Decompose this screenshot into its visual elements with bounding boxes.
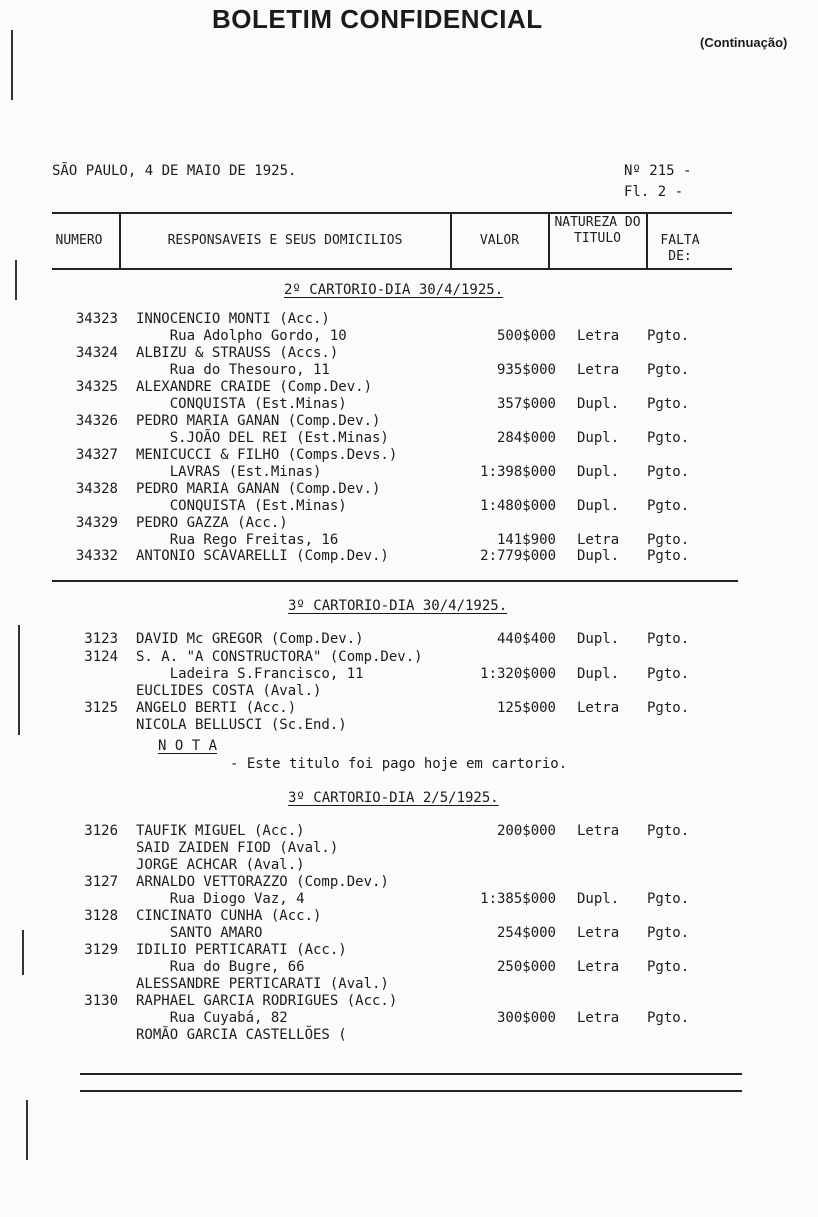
- entry-responsible-line: PEDRO GAZZA (Acc.): [136, 515, 288, 531]
- entry-responsible-line: ANGELO BERTI (Acc.): [136, 700, 297, 716]
- entry-number: 3130: [84, 993, 118, 1009]
- entry-value: 254$000: [496, 925, 556, 941]
- entry-value: 200$000: [496, 823, 556, 839]
- entry-responsible-line: Ladeira S.Francisco, 11: [136, 666, 364, 682]
- entry-responsible-line: TAUFIK MIGUEL (Acc.): [136, 823, 305, 839]
- entry-nature: Letra: [577, 823, 620, 839]
- entry-responsible-line: S. A. "A CONSTRUCTORA" (Comp.Dev.): [136, 649, 423, 665]
- note-label: N O T A: [158, 738, 218, 754]
- entry-responsible-line: INNOCENCIO MONTI (Acc.): [136, 311, 330, 327]
- section-heading: 3º CARTORIO-DIA 30/4/1925.: [288, 598, 508, 614]
- entry-missing: Pgto.: [647, 498, 690, 514]
- entry-nature: Dupl.: [577, 430, 620, 446]
- entry-responsible-line: S.JOÃO DEL REI (Est.Minas): [136, 430, 389, 446]
- entry-nature: Dupl.: [577, 631, 620, 647]
- entry-responsible-line: ARNALDO VETTORAZZO (Comp.Dev.): [136, 874, 389, 890]
- entry-nature: Letra: [577, 1010, 620, 1026]
- entry-responsible-line: CONQUISTA (Est.Minas): [136, 396, 347, 412]
- entry-number: 34323: [75, 311, 118, 327]
- entry-responsible-line: Rua Diogo Vaz, 4: [136, 891, 305, 907]
- entry-missing: Pgto.: [647, 823, 690, 839]
- bottom-rule: [80, 1090, 742, 1092]
- entry-value: 440$400: [496, 631, 556, 647]
- note-text: - Este titulo foi pago hoje em cartorio.: [230, 756, 568, 772]
- column-header-natureza: NATUREZA DO TITULO: [554, 215, 641, 246]
- entry-responsible-line: JORGE ACHCAR (Aval.): [136, 857, 305, 873]
- entry-nature: Dupl.: [577, 498, 620, 514]
- margin-mark: [22, 930, 24, 975]
- entry-responsible-line: ALBIZU & STRAUSS (Accs.): [136, 345, 339, 361]
- entry-missing: Pgto.: [647, 891, 690, 907]
- entry-responsible-line: Rua do Thesouro, 11: [136, 362, 330, 378]
- entry-responsible-line: ALEXANDRE CRAIDE (Comp.Dev.): [136, 379, 373, 395]
- margin-mark: [18, 625, 20, 735]
- entry-value: 500$000: [496, 328, 556, 344]
- section-heading: 3º CARTORIO-DIA 2/5/1925.: [288, 790, 499, 806]
- entry-responsible-line: Rua Cuyabá, 82: [136, 1010, 288, 1026]
- entry-nature: Dupl.: [577, 548, 620, 564]
- column-header-valor: VALOR: [479, 233, 520, 248]
- entry-nature: Letra: [577, 959, 620, 975]
- margin-mark: [26, 1100, 28, 1160]
- entry-value: 125$000: [496, 700, 556, 716]
- place-date: SÃO PAULO, 4 DE MAIO DE 1925.: [52, 163, 297, 179]
- entry-missing: Pgto.: [647, 430, 690, 446]
- entry-value: 141$900: [496, 532, 556, 548]
- entry-responsible-line: LAVRAS (Est.Minas): [136, 464, 322, 480]
- entry-missing: Pgto.: [647, 1010, 690, 1026]
- entry-value: 284$000: [496, 430, 556, 446]
- entry-value: 935$000: [496, 362, 556, 378]
- entry-missing: Pgto.: [647, 666, 690, 682]
- column-header-responsaveis: RESPONSAVEIS E SEUS DOMICILIOS: [167, 233, 403, 248]
- entry-nature: Letra: [577, 328, 620, 344]
- entry-nature: Dupl.: [577, 464, 620, 480]
- entry-value: 1:385$000: [480, 891, 556, 907]
- entry-responsible-line: CINCINATO CUNHA (Acc.): [136, 908, 322, 924]
- entry-value: 1:320$000: [480, 666, 556, 682]
- margin-mark: [11, 30, 13, 100]
- entry-responsible-line: SAID ZAIDEN FIOD (Aval.): [136, 840, 339, 856]
- bulletin-number: Nº 215 -: [624, 163, 692, 179]
- entry-number: 3124: [84, 649, 118, 665]
- entry-missing: Pgto.: [647, 464, 690, 480]
- entry-responsible-line: NICOLA BELLUSCI (Sc.End.): [136, 717, 347, 733]
- entry-responsible-line: Rua do Bugre, 66: [136, 959, 305, 975]
- entry-missing: Pgto.: [647, 328, 690, 344]
- entry-number: 3123: [84, 631, 118, 647]
- section-divider: [52, 580, 738, 582]
- entry-responsible-line: ROMÃO GARCIA CASTELLÕES (: [136, 1027, 347, 1043]
- entry-value: 300$000: [496, 1010, 556, 1026]
- entry-responsible-line: EUCLIDES COSTA (Aval.): [136, 683, 322, 699]
- entry-responsible-line: DAVID Mc GREGOR (Comp.Dev.): [136, 631, 364, 647]
- entry-responsible-line: Rua Rego Freitas, 16: [136, 532, 339, 548]
- entry-missing: Pgto.: [647, 532, 690, 548]
- entry-responsible-line: CONQUISTA (Est.Minas): [136, 498, 347, 514]
- entry-nature: Letra: [577, 700, 620, 716]
- entry-nature: Dupl.: [577, 396, 620, 412]
- bottom-rule: [80, 1073, 742, 1075]
- continuation-label: (Continuação): [700, 35, 788, 50]
- entry-responsible-line: PEDRO MARIA GANAN (Comp.Dev.): [136, 481, 381, 497]
- entry-value: 2:779$000: [480, 548, 556, 564]
- entry-responsible-line: ANTONIO SCAVARELLI (Comp.Dev.): [136, 548, 389, 564]
- entry-responsible-line: IDILIO PERTICARATI (Acc.): [136, 942, 347, 958]
- entry-number: 3129: [84, 942, 118, 958]
- sheet-number: Fl. 2 -: [624, 184, 684, 200]
- entry-missing: Pgto.: [647, 362, 690, 378]
- entry-responsible-line: MENICUCCI & FILHO (Comps.Devs.): [136, 447, 398, 463]
- entry-responsible-line: SANTO AMARO: [136, 925, 263, 941]
- entry-value: 1:480$000: [480, 498, 556, 514]
- entry-number: 3125: [84, 700, 118, 716]
- entry-missing: Pgto.: [647, 925, 690, 941]
- section-heading: 2º CARTORIO-DIA 30/4/1925.: [284, 282, 504, 298]
- entry-value: 1:398$000: [480, 464, 556, 480]
- entry-missing: Pgto.: [647, 700, 690, 716]
- margin-mark: [15, 260, 17, 300]
- entry-nature: Letra: [577, 532, 620, 548]
- entry-missing: Pgto.: [647, 548, 690, 564]
- entry-number: 34326: [75, 413, 118, 429]
- entry-responsible-line: Rua Adolpho Gordo, 10: [136, 328, 347, 344]
- entry-nature: Dupl.: [577, 666, 620, 682]
- column-header-falta: FALTA DE:: [660, 233, 700, 264]
- entry-missing: Pgto.: [647, 631, 690, 647]
- entry-number: 34328: [75, 481, 118, 497]
- entry-responsible-line: ALESSANDRE PERTICARATI (Aval.): [136, 976, 389, 992]
- column-header-numero: NUMERO: [55, 233, 103, 248]
- entry-responsible-line: RAPHAEL GARCIA RODRIGUES (Acc.): [136, 993, 398, 1009]
- entry-number: 34327: [75, 447, 118, 463]
- entry-number: 3128: [84, 908, 118, 924]
- entry-missing: Pgto.: [647, 959, 690, 975]
- entry-number: 34324: [75, 345, 118, 361]
- entry-number: 34329: [75, 515, 118, 531]
- entry-missing: Pgto.: [647, 396, 690, 412]
- entry-value: 357$000: [496, 396, 556, 412]
- entry-nature: Letra: [577, 362, 620, 378]
- entry-nature: Dupl.: [577, 891, 620, 907]
- entry-responsible-line: PEDRO MARIA GANAN (Comp.Dev.): [136, 413, 381, 429]
- entry-number: 34325: [75, 379, 118, 395]
- entry-nature: Letra: [577, 925, 620, 941]
- entry-number: 34332: [75, 548, 118, 564]
- entry-number: 3127: [84, 874, 118, 890]
- document-title: BOLETIM CONFIDENCIAL: [212, 4, 543, 34]
- entry-number: 3126: [84, 823, 118, 839]
- entry-value: 250$000: [496, 959, 556, 975]
